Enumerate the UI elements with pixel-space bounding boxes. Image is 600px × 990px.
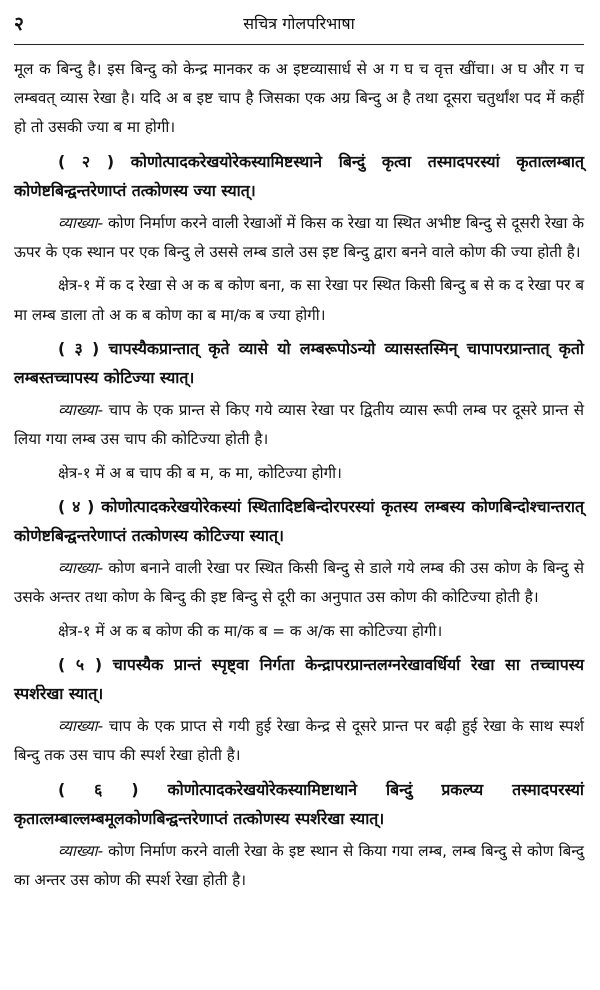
- explanation-text: चाप के एक प्रान्त से किए गये व्यास रेखा पर द्वितीय व्यास रूपी लम्ब पर दूसरे प्रान्त से लिया गया लम्ब उस चाप की कोटिज्या होती है।: [14, 401, 584, 449]
- page-body: [14, 55, 584, 895]
- running-title: सचित्र गोलपरिभाषा: [243, 14, 355, 33]
- explanation-label: व्याख्या-: [58, 214, 104, 233]
- explanation-label: व्याख्या-: [58, 401, 104, 420]
- explanation-label: व्याख्या-: [58, 842, 104, 861]
- paragraph: [14, 837, 584, 895]
- page-number: २: [14, 13, 24, 35]
- paragraph: [14, 554, 584, 612]
- explanation-text: कोण निर्माण करने वाली रेखा के इष्ट स्थान से किया गया लम्ब, लम्ब बिन्दु से कोण बिन्दु का अन्तर उस कोण की स्पर्श रेखा होती है।: [14, 842, 584, 890]
- paragraph: क्षेत्र-१ में अ क ब कोण की क मा/क ब = क अ/क सा कोटिज्या होगी।: [58, 621, 443, 640]
- sanskrit-verse: ( २ ) कोणोत्पादकरेखयोरेकस्यामिष्टस्थाने बिन्दुं कृत्वा तस्मादपरस्यां कृतात्लम्बात् कोणेष्टबिन्द्वन्तरेणाप्तं तत्कोणस्य ज्या स्यात्।: [14, 151, 584, 200]
- explanation-label: व्याख्या-: [58, 559, 104, 578]
- sanskrit-verse: ( ६ ) कोणोत्पादकरेखयोरेकस्यामिष्टाथाने बिन्दुं प्रकल्प्य तस्मादपरस्यां कृतात्लम्बाल्लम्बमूलकोणबिन्द्वन्तरेणाप्तं तत्कोणस्य स्पर्शरेखा स्यात्।: [14, 779, 584, 828]
- sanskrit-verse: ( ३ ) चापस्यैकप्रान्तात् कृते व्यासे यो लम्बरूपोऽन्यो व्यासस्तस्मिन् चापापरप्रान्तात् कृतो लम्बस्तच्चापस्य कोटिज्या स्यात्।: [14, 338, 584, 388]
- sanskrit-verse: ( ४ ) कोणोत्पादकरेखयोरेकस्यां स्थितादिष्टबिन्दोरपरस्यां कृतस्य लम्बस्य कोणबिन्दोश्चान्तरात् कोणेष्टबिन्द्वन्तरेणाप्तं तत्कोणस्य कोटिज्या स्यात्।: [14, 496, 584, 546]
- paragraph: [14, 396, 584, 454]
- explanation-label: व्याख्या-: [58, 717, 104, 736]
- paragraph: मूल क बिन्दु है। इस बिन्दु को केन्द्र मानकर क अ इष्टव्यासार्ध से अ ग घ च वृत्त खींचा। अ घ और ग च लम्बवत् व्यास रेखा है। यदि अ ब इष्ट चाप है जिसका एक अग्र बिन्दु अ है तथा दूसरा चतुर्थांश पद में कहीं हो तो उसकी ज्या ब मा होगी।: [14, 60, 584, 137]
- sanskrit-verse: ( ५ ) चापस्यैक प्रान्तं स्पृष्ट्वा निर्गता केन्द्रापरप्रान्तलग्नरेखावर्धिर्या रेखा सा तच्चापस्य स्पर्शरेखा स्यात्।: [14, 654, 584, 704]
- page-header: [14, 6, 584, 45]
- paragraph: क्षेत्र-१ में अ ब चाप की ब म, क मा, कोटिज्या होगी।: [58, 463, 342, 482]
- explanation-text: चाप के एक प्राप्त से गयी हुई रेखा केन्द्र से दूसरे प्रान्त पर बढ़ी हुई रेखा के साथ स्पर्श बिन्दु तक उस चाप की स्पर्श रेखा होती है।: [14, 717, 584, 765]
- explanation-text: कोण निर्माण करने वाली रेखाओं में किस क रेखा या स्थित अभीष्ट बिन्दु से दूसरी रेखा के ऊपर के एक स्थान पर एक बिन्दु ले उससे लम्ब डाले उस इष्ट बिन्दु द्वारा बनने वाले कोण की ज्या होती है।: [14, 214, 584, 262]
- paragraph: [14, 712, 584, 770]
- explanation-text: कोण बनाने वाली रेखा पर स्थित किसी बिन्दु से डाले गये लम्ब की उस कोण के बिन्दु से उसके अन्तर तथा कोण के बिन्दु की इष्ट बिन्दु से दूरी का अनुपात उस कोण की कोटिज्या होती है।: [14, 559, 584, 607]
- paragraph: [14, 209, 584, 267]
- paragraph: क्षेत्र-१ में क द रेखा से अ क ब कोण बना, क सा रेखा पर स्थित किसी बिन्दु ब से क द रेखा पर ब मा लम्ब डाला तो अ क ब कोण का ब मा/क ब ज्या होगी।: [14, 276, 584, 324]
